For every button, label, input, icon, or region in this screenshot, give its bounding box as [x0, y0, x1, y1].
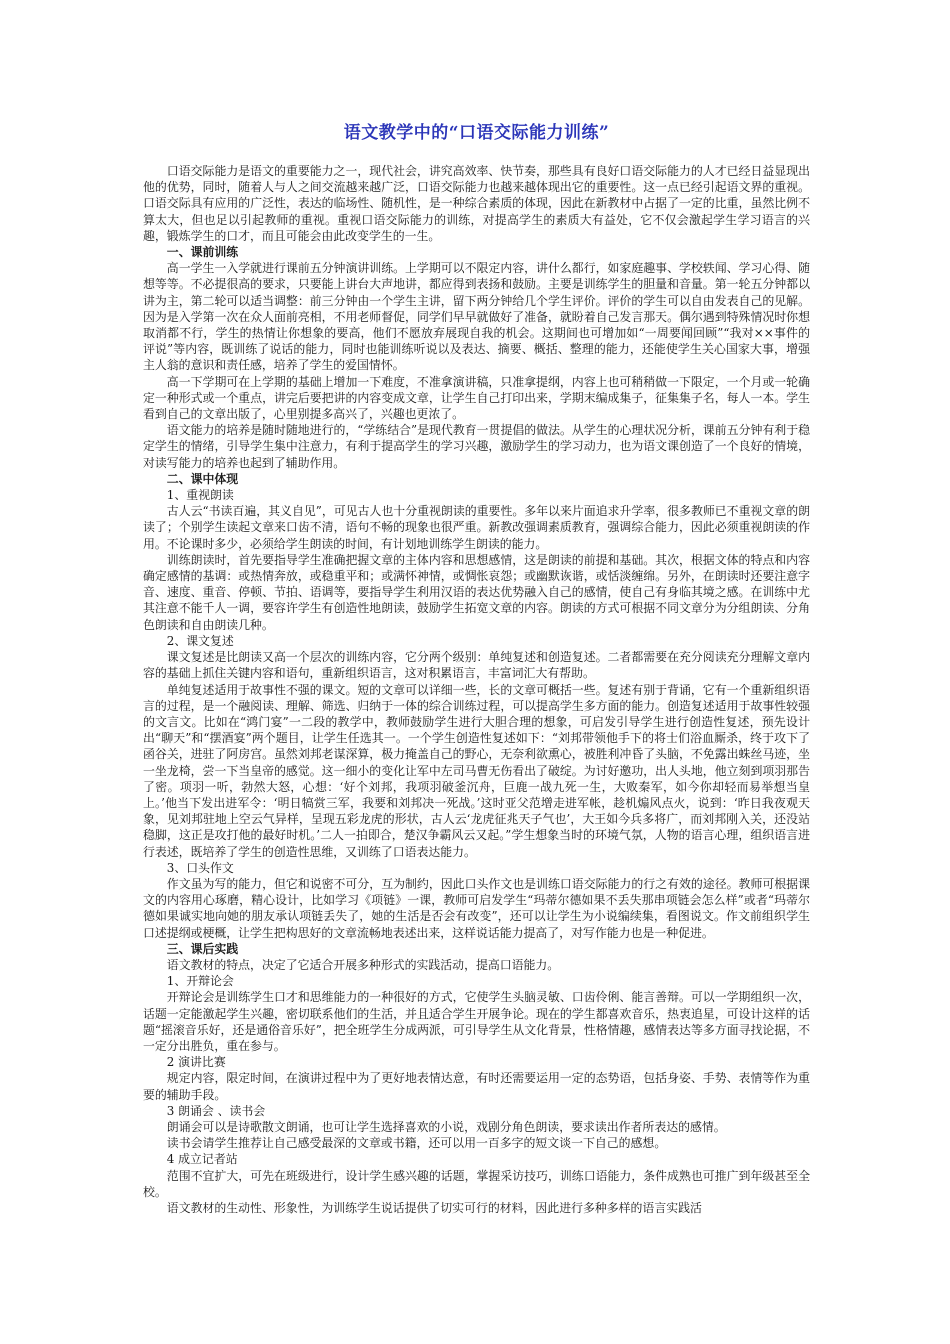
paragraph: 作文虽为写的能力，但它和说密不可分，互为制约，因此口头作文也是训练口语交际能力的行之有效的途径。教师可根据课文的内容用心琢磨，精心设计，比如学习《项链》一课，教师可启发学生“玛蒂尔德如果不丢失那串项链会怎么样”或者“玛蒂尔德如果诚实地向她的朋友承认项链丢失了，她的生活是否会有改变”，还可以让学生为小说编续集，看图说文。作文前组织学生口述提纲或梗概，让学生把构思好的文章流畅地表述出来，这样说话能力提高了，对写作能力也是一种促进。	[143, 876, 810, 940]
paragraph: 古人云“书读百遍，其义自见”，可见古人也十分重视朗读的重要性。多年以来片面追求升学率，很多教师已不重视文章的朗读了；个别学生读起文章来口齿不清，语句不畅的现象也很严重。新教改强调素质教育，强调综合能力，因此必须重视朗读的作用。不论课时多少，必须给学生朗读的时间，有计划地训练学生朗读的能力。	[143, 504, 810, 551]
paragraph: 课文复述是比朗读又高一个层次的训练内容，它分两个级别：单纯复述和创造复述。二者都需要在充分阅读充分理解文章内容的基础上抓住关键内容和语句，重新组织语言，这对积累语言，丰富词汇大有帮助。	[143, 650, 810, 681]
paragraph: 读书会请学生推荐让自己感受最深的文章或书籍，还可以用一百多字的短文谈一下自己的感想。	[166, 1136, 667, 1151]
paragraph: 高一下学期可在上学期的基础上增加一下难度，不准拿演讲稿，只准拿提纲，内容上也可稍稍做一下限定，一个月或一轮确定一种形式或一个重点，讲完后要把讲的内容变成文章，让学生自己打印出来，学期末编成集子，征集集子名，每人一本。学生看到自己的文章出版了，心里别提多高兴了，兴趣也更浓了。	[143, 374, 810, 422]
subheading: 3 朗诵会 、读书会	[166, 1103, 266, 1118]
document-title: 语文教学中的“口语交际能力训练”	[343, 123, 610, 143]
paragraph: 开辩论会是训练学生口才和思维能力的一种很好的方式，它使学生头脑灵敏、口齿伶俐、能言善辩。可以一学期组织一次，话题一定能激起学生兴趣，密切联系他们的生活，并且适合学生开展争论。现在的学生都喜欢音乐，热衷追星，可设计这样的话题“摇滚音乐好，还是通俗音乐好”，把全班学生分成两派，可引导学生从文化背景，性格情趣，感情表达等多方面寻找论据，不一定分出胜负，重在参与。	[143, 990, 810, 1053]
paragraph: 语文能力的培养是随时随地进行的，“学练结合”是现代教育一贯提倡的做法。从学生的心理状况分析，课前五分钟有利于稳定学生的情绪，引导学生集中注意力，有利于提高学生的学习兴趣，激励学生的学习动力，也为语文课创造了一个良好的情境，对读写能力的培养也起到了辅助作用。	[143, 423, 810, 470]
paragraph: 高一学生一入学就进行课前五分钟演讲训练。上学期可以不限定内容，讲什么都行，如家庭趣事、学校轶闻、学习心得、随想等等。不必提很高的要求，只要能上讲台大声地讲，都应得到表扬和鼓励。主要是训练学生的胆量和音量。第一轮五分钟都以讲为主，第二轮可以适当调整：前三分钟由一个学生主讲，留下两分钟给几个学生评价。评价的学生可以自由发表自己的见解。因为是入学第一次在众人面前亮相，不用老师督促，同学们早早就做好了准备，就盼着自己发言那天。偶尔遇到特殊情况时你想取消都不行，学生的热情让你想象的要高，他们不愿放弃展现自我的机会。这期间也可增加如“一周要闻回顾”“我对××事件的评说”等内容，既训练了说话的能力，同时也能训练听说以及表达、摘要、概括、整理的能力，还能使学生关心国家大事，增强主人翁的意识和责任感，培养了学生的爱国情怀。	[143, 261, 810, 373]
subheading: 2 演讲比赛	[166, 1055, 226, 1070]
paragraph: 语文教材的特点，决定了它适合开展多种形式的实践活动，提高口语能力。	[166, 957, 560, 972]
paragraph: 范围不宜扩大，可先在班级进行，设计学生感兴趣的话题，掌握采访技巧，训练口语能力，条件成熟也可推广到年级甚至全校。	[143, 1168, 810, 1199]
subheading: 3、口头作文	[166, 860, 234, 875]
section-heading-pre-class: 一、课前训练	[166, 245, 239, 260]
document-body	[143, 163, 810, 1216]
intro-paragraph: 口语交际能力是语文的重要能力之一，现代社会，讲究高效率、快节奏，那些具有良好口语交际能力的人才已经日益显现出他的优势，同时，随着人与人之间交流越来越广泛，口语交际能力也越来越体现出它的重要性。这一点已经引起语文界的重视。口语交际具有应用的广泛性，表达的临场性、随机性，是一种综合素质的体现，因此在新教材中占据了一定的比重，虽然比例不算太大，但也足以引起教师的重视。重视口语交际能力的训练，对提高学生的素质大有益处，它不仅会激起学生学习语言的兴趣，锻炼学生的口才，而且可能会由此改变学生的一生。	[143, 164, 810, 243]
paragraph: 规定内容，限定时间，在演讲过程中为了更好地表情达意，有时还需要运用一定的态势语，包括身姿、手势、表情等作为重要的辅助手段。	[143, 1071, 810, 1102]
paragraph: 单纯复述适用于故事性不强的课文。短的文章可以详细一些，长的文章可概括一些。复述有别于背诵，它有一个重新组织语言的过程，是一个融阅读、理解、筛选、归纳于一体的综合训练过程，可以提高学生多方面的能力。创造复述适用于故事性较强的文言文。比如在“鸿门宴”一二段的教学中，教师鼓励学生进行大胆合理的想象，可启发引导学生进行创造性复述，预先设计出“聊天”和“摆酒宴”两个题目，让学生任选其一。一个学生创造性复述如下：“刘邦带领他手下的将士们浴血厮杀，终于攻下了函谷关，进驻了阿房宫。虽然刘邦老谋深算，极力掩盖自己的野心，无奈利欲熏心，被胜利冲昏了头脑，不免露出蛛丝马迹，坐一坐龙椅，尝一下当皇帝的感觉。这一细小的变化让军中左司马曹无伤看出了破绽。为讨好邀功，出人头地，他立刻到项羽那告了密。项羽一听，勃然大怒，心想：‘好个刘邦，我项羽破釜沉舟，巨鹿一战九死一生，大败秦军，如今你却轻而易举想当皇上。’他当下发出进军令：‘明日犒赏三军，我要和刘邦决一死战。’这时亚父范增走进军帐，趁机煽风点火，说到：‘昨日我夜观天象，见刘邦驻地上空云气异样，呈现五彩龙虎的形状，古人云‘龙虎征兆天子气也’，大王如今兵多将广，而刘邦刚入关，还没站稳脚，这正是攻打他的最好时机。’二人一拍即合，楚汉争霸风云又起。”学生想象当时的环境气氛，人物的语言心理，组织语言进行表述，既培养了学生的创造性思维，又训练了口语表达能力。	[143, 682, 810, 859]
paragraph: 朗诵会可以是诗歌散文朗诵，也可让学生选择喜欢的小说，戏剧分角色朗读，要求读出作者所表达的感情。	[166, 1119, 726, 1134]
subheading: 1、重视朗读	[166, 488, 234, 503]
paragraph: 训练朗读时，首先要指导学生准确把握文章的主体内容和思想感情，这是朗读的前提和基础。其次，根据文体的特点和内容确定感情的基调：或热情奔放，或稳重平和；或满怀神情，或惆怅哀怨；或幽默诙谐，或恬淡缠绵。另外，在朗读时还要注意字音、速度、重音、停顿、节拍、语调等，要指导学生利用汉语的表达优势融入自己的感情，使自己有身临其境之感。在训练中尤其注意不能千人一调，要容许学生有创造性地朗读，鼓励学生拓宽文章的内容。朗读的方式可根据不同文章分为分组朗读、分角色朗读和自由朗读几种。	[143, 552, 810, 632]
subheading: 1、开辩论会	[166, 974, 234, 989]
section-heading-in-class: 二、课中体现	[166, 471, 239, 486]
section-heading-after-class: 三、课后实践	[166, 941, 239, 956]
subheading: 4 成立记者站	[166, 1152, 238, 1167]
document-page	[143, 118, 810, 1216]
paragraph: 语文教材的生动性、形象性，为训练学生说话提供了切实可行的材料，因此进行多种多样的语言实践活	[166, 1201, 702, 1215]
subheading: 2、课文复述	[166, 633, 234, 648]
